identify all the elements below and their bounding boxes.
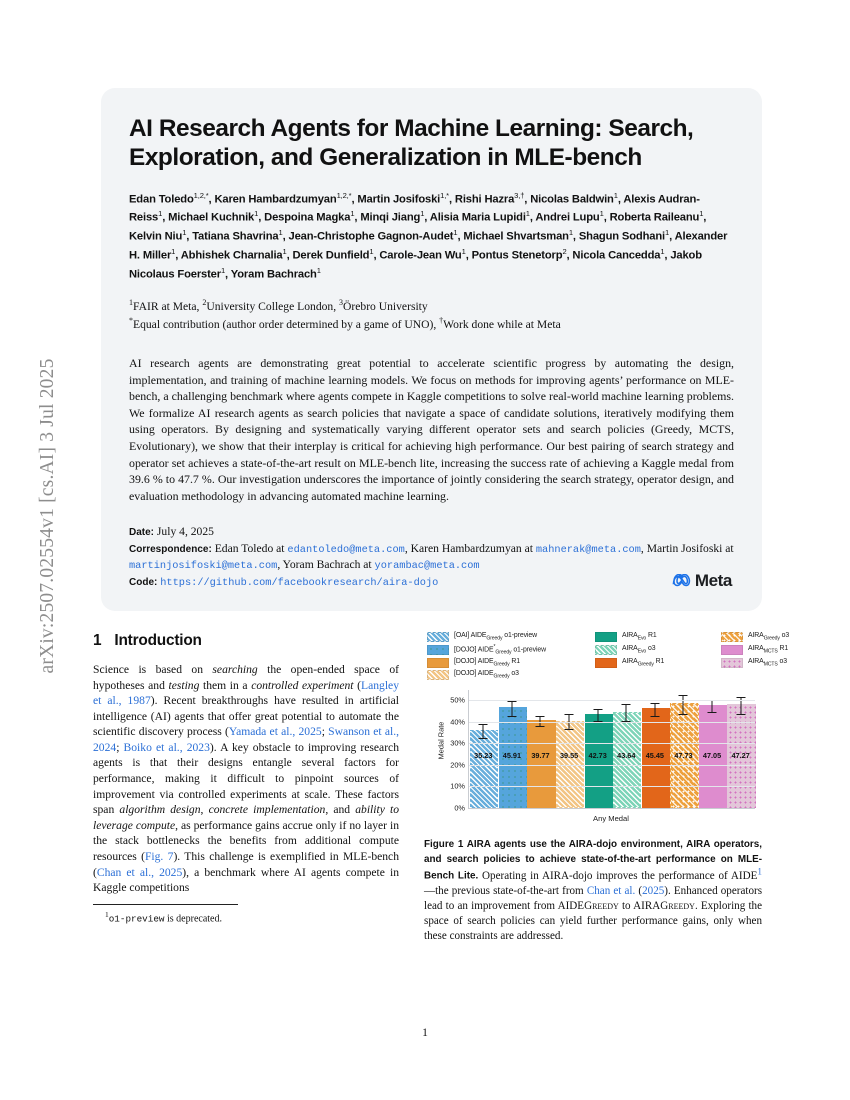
legend-label: $AIRA_{MCTS}$ o3 bbox=[748, 657, 787, 668]
error-bar-cap bbox=[565, 714, 574, 715]
legend-item bbox=[427, 644, 595, 656]
bar-value-label: 43.64 bbox=[617, 750, 636, 760]
meta-logo-text: Meta bbox=[694, 570, 732, 590]
legend-label: [DOJO] $AIDE_{Greedy}$ o3 bbox=[454, 669, 519, 680]
chart-bar bbox=[726, 690, 755, 808]
meta-infinity-icon bbox=[672, 574, 691, 588]
legend-swatch bbox=[721, 658, 743, 668]
legend-swatch bbox=[427, 632, 449, 642]
grid-line bbox=[469, 722, 755, 723]
paper-meta bbox=[129, 524, 734, 590]
bar-value-label: 45.45 bbox=[645, 750, 664, 760]
figure-caption bbox=[424, 837, 762, 944]
correspondence-value[interactable]: Edan Toledo at edantoledo@meta.com, Karen Hambardzumyan at mahnerak@meta.com, Martin Josifoski at martinjosifoski@meta.com, Yoram Bachrach at yorambac@meta.com bbox=[129, 541, 734, 573]
abstract: AI research agents are demonstrating great potential to accelerate scientific progress by automating the design, implementation, and training of machine learning models. We focus on methods for improving agents’ performance on MLE-bench, a challenging benchmark where agents compete in Kaggle competitions to solve real-world machine learning problems. We formalize AI research agents as search policies that navigate a space of candidate solutions, iteratively modifying them using operators. By designing and systematically varying different operator sets and search policies (Greedy, MCTS, Evolutionary), we show that their interplay is critical for achieving high performance. Our best pairing of search strategy and operator set achieves a state-of-the-art result on MLE-bench lite, increasing the success rate of achieving a Kaggle medal from 39.6 % to 47.7 %. Our investigation underscores the importance of jointly considering the search strategy, operator design, and evaluation methodology in advancing automated machine learning. bbox=[129, 356, 734, 503]
legend-item bbox=[721, 644, 847, 656]
correspondence-row bbox=[129, 541, 734, 574]
page-number: 1 bbox=[422, 1026, 428, 1039]
bar-value-label: 42.73 bbox=[588, 750, 607, 760]
legend-swatch bbox=[595, 632, 617, 642]
legend-swatch bbox=[721, 645, 743, 655]
grid-line bbox=[469, 743, 755, 744]
page-title: AI Research Agents for Machine Learning: Search, Exploration, and Generalization in MLE-bench bbox=[129, 115, 694, 172]
chart-bar bbox=[498, 690, 527, 808]
error-bar-cap bbox=[536, 716, 545, 717]
section-number: 1 bbox=[93, 632, 102, 649]
error-bar bbox=[483, 725, 484, 739]
date-value: July 4, 2025 bbox=[156, 525, 214, 539]
section-title: Introduction bbox=[114, 632, 202, 649]
left-column bbox=[93, 632, 399, 924]
date-row bbox=[129, 524, 734, 540]
error-bar-cap bbox=[593, 709, 602, 710]
code-label: Code: bbox=[129, 577, 158, 589]
chart-bar bbox=[555, 690, 584, 808]
error-bar-cap bbox=[650, 716, 659, 717]
grid-line bbox=[469, 786, 755, 787]
error-bar-cap bbox=[622, 704, 631, 705]
chart-bar bbox=[583, 690, 612, 808]
y-axis-tick: 20% bbox=[450, 760, 465, 770]
legend-item bbox=[427, 658, 595, 668]
error-bar-cap bbox=[679, 714, 688, 715]
bar-rect bbox=[470, 730, 498, 808]
chart-bar bbox=[469, 690, 498, 808]
legend-label: [DOJO] $AIDE^*_{Greedy}$ o1-preview bbox=[454, 644, 547, 656]
error-bar bbox=[511, 702, 512, 717]
figure-caption-rest: Operating in AIRA-dojo improves the performance of AIDE$^1$—the previous state-of-the-art from Chan et al. (2025). Enhanced operators lead to an improvement from AIDEGreedy to AIRAGreedy. Exploring the space of search policies can yield further performance gains, only when these constraints are addressed. bbox=[424, 867, 763, 942]
legend-swatch bbox=[595, 645, 617, 655]
chart-bar bbox=[612, 690, 641, 808]
bar-value-label: 47.73 bbox=[674, 750, 693, 760]
legend-item bbox=[427, 670, 595, 680]
y-axis-tick: 0% bbox=[454, 803, 465, 813]
chart-bar bbox=[526, 690, 555, 808]
affiliations: $^1$FAIR at Meta, $^2$University College London, $^3$Örebro University *Equal contribution (author order determined by a game of UNO), †Work done while at Meta bbox=[129, 298, 561, 332]
figure-caption-bold: Figure 1 AIRA agents use the AIRA-dojo environment, AIRA operators, and search policies to achieve state-of-the-art performance on MLE-Bench Lite. bbox=[424, 838, 762, 883]
legend-swatch bbox=[721, 632, 743, 642]
error-bar-cap bbox=[708, 712, 717, 713]
y-axis-tick: 10% bbox=[450, 781, 465, 791]
error-bar bbox=[626, 705, 627, 722]
legend-item bbox=[595, 644, 721, 656]
legend-item bbox=[721, 658, 847, 668]
chart-legend bbox=[427, 632, 790, 680]
legend-label: $AIRA_{Evo}$ o3 bbox=[622, 645, 656, 655]
meta-logo bbox=[672, 569, 732, 593]
bar-value-label: 47.05 bbox=[702, 750, 722, 760]
date-label: Date: bbox=[129, 527, 155, 539]
legend-label: $AIRA_{Greedy}$ o3 bbox=[748, 632, 790, 642]
paper-header-card bbox=[101, 88, 762, 611]
error-bar-cap bbox=[736, 697, 745, 698]
error-bar-cap bbox=[479, 724, 488, 725]
bar-value-label: 35.23 bbox=[474, 750, 493, 760]
legend-label: [DOJO] $AIDE_{Greedy}$ R1 bbox=[454, 657, 521, 668]
chart-bars bbox=[469, 690, 755, 808]
arxiv-stamp: arXiv:2507.02554v1 [cs.AI] 3 Jul 2025 bbox=[37, 358, 58, 674]
legend-item bbox=[595, 658, 721, 668]
chart-bar bbox=[641, 690, 670, 808]
x-axis-label: Any Medal bbox=[593, 813, 629, 823]
bar-value-label: 39.55 bbox=[559, 750, 579, 760]
legend-label: $AIRA_{Greedy}$ R1 bbox=[622, 657, 665, 668]
bar-rect bbox=[585, 714, 613, 808]
intro-paragraph: Science is based on searching the open-ended space of hypotheses and testing them in a controlled experiment (Langley et al., 1987). Recent breakthroughs have resulted in artificial intelligence (AI) agents that offer great potential to automate the scientific discovery process (Yamada et al., 2025; Swanson et al., 2024; Boiko et al., 2023). A key obstacle to improving research agents is that their designs entangle several factors for performance, making it difficult to pinpoint sources of improvement via controlled experiments at scale. These factors span algorithm design, concrete implementation, and ability to leverage compute, as performance gains accrue only if no layer in the stack bottlenecks the benefits from additional compute resources (Fig. 7). This challenge is exemplified in MLE-bench (Chan et al., 2025), a benchmark where AI agents compete in Kaggle competitions bbox=[93, 663, 400, 895]
correspondence-label: Correspondence: bbox=[129, 543, 212, 555]
grid-line bbox=[469, 765, 755, 766]
error-bar-cap bbox=[679, 695, 688, 696]
chart-axes bbox=[450, 690, 755, 813]
error-bar-cap bbox=[565, 729, 574, 730]
grid-line bbox=[469, 700, 755, 701]
chart-bar bbox=[698, 690, 727, 808]
legend-label: [OAI] $AIDE_{Greedy}$ o1-preview bbox=[454, 632, 537, 642]
error-bar bbox=[683, 696, 684, 715]
section-heading bbox=[93, 632, 399, 650]
y-axis-tick: 40% bbox=[450, 717, 465, 727]
legend-item bbox=[721, 632, 847, 642]
footnote-text: $^1$o1-preview is deprecated. bbox=[105, 909, 222, 924]
bar-value-label: 45.91 bbox=[502, 750, 522, 760]
bar-value-label: 39.77 bbox=[531, 750, 550, 760]
chart-plot-area bbox=[424, 686, 762, 826]
legend-swatch bbox=[595, 658, 617, 668]
figure-1 bbox=[424, 632, 790, 943]
error-bar-cap bbox=[507, 716, 516, 717]
y-axis-label: Medal Rate bbox=[436, 721, 446, 760]
bar-value-label: 47.27 bbox=[731, 750, 750, 760]
error-bar-cap bbox=[736, 714, 745, 715]
code-row bbox=[129, 574, 734, 591]
legend-item bbox=[595, 632, 721, 642]
y-axis-tick: 50% bbox=[450, 695, 465, 705]
right-column bbox=[424, 632, 790, 943]
legend-swatch bbox=[427, 645, 449, 655]
footnote-divider bbox=[93, 904, 238, 905]
error-bar-cap bbox=[479, 738, 488, 739]
legend-label: $AIRA_{Evo}$ R1 bbox=[622, 632, 657, 642]
legend-swatch bbox=[427, 670, 449, 680]
error-bar-cap bbox=[536, 726, 545, 727]
author-list: Edan Toledo$^{1,2,*}$, Karen Hambardzumyan$^{1,2,*}$, Martin Josifoski$^{1,*}$, Rishi Hazra$^{3,\dagger}$, Nicolas Baldwin$^1$, Alexis Audran-Reiss$^1$, Michael Kuchnik$^1$, Despoina Magka$^1$, Minqi Jiang$^1$, Alisia Maria Lupidi$^1$, Andrei Lupu$^1$, Roberta Raileanu$^1$, Kelvin Niu$^1$, Tatiana Shavrina$^1$, Jean-Christophe Gagnon-Audet$^1$, Michael Shvartsman$^1$, Shagun Sodhani$^1$, Alexander H. Miller$^1$, Abhishek Charnalia$^1$, Derek Dunfield$^1$, Carole-Jean Wu$^1$, Pontus Stenetorp$^2$, Nicola Cancedda$^1$, Jakob Nicolaus Foerster$^1$, Yoram Bachrach$^1$ bbox=[129, 190, 728, 281]
legend-item bbox=[427, 632, 595, 642]
bar-rect bbox=[613, 712, 641, 808]
error-bar-cap bbox=[650, 703, 659, 704]
y-axis-tick: 30% bbox=[450, 738, 465, 748]
legend-swatch bbox=[427, 658, 449, 668]
legend-label: $AIRA_{MCTS}$ R1 bbox=[748, 645, 789, 655]
code-link[interactable]: https://github.com/facebookresearch/aira-dojo bbox=[160, 577, 439, 590]
chart-bar bbox=[669, 690, 698, 808]
